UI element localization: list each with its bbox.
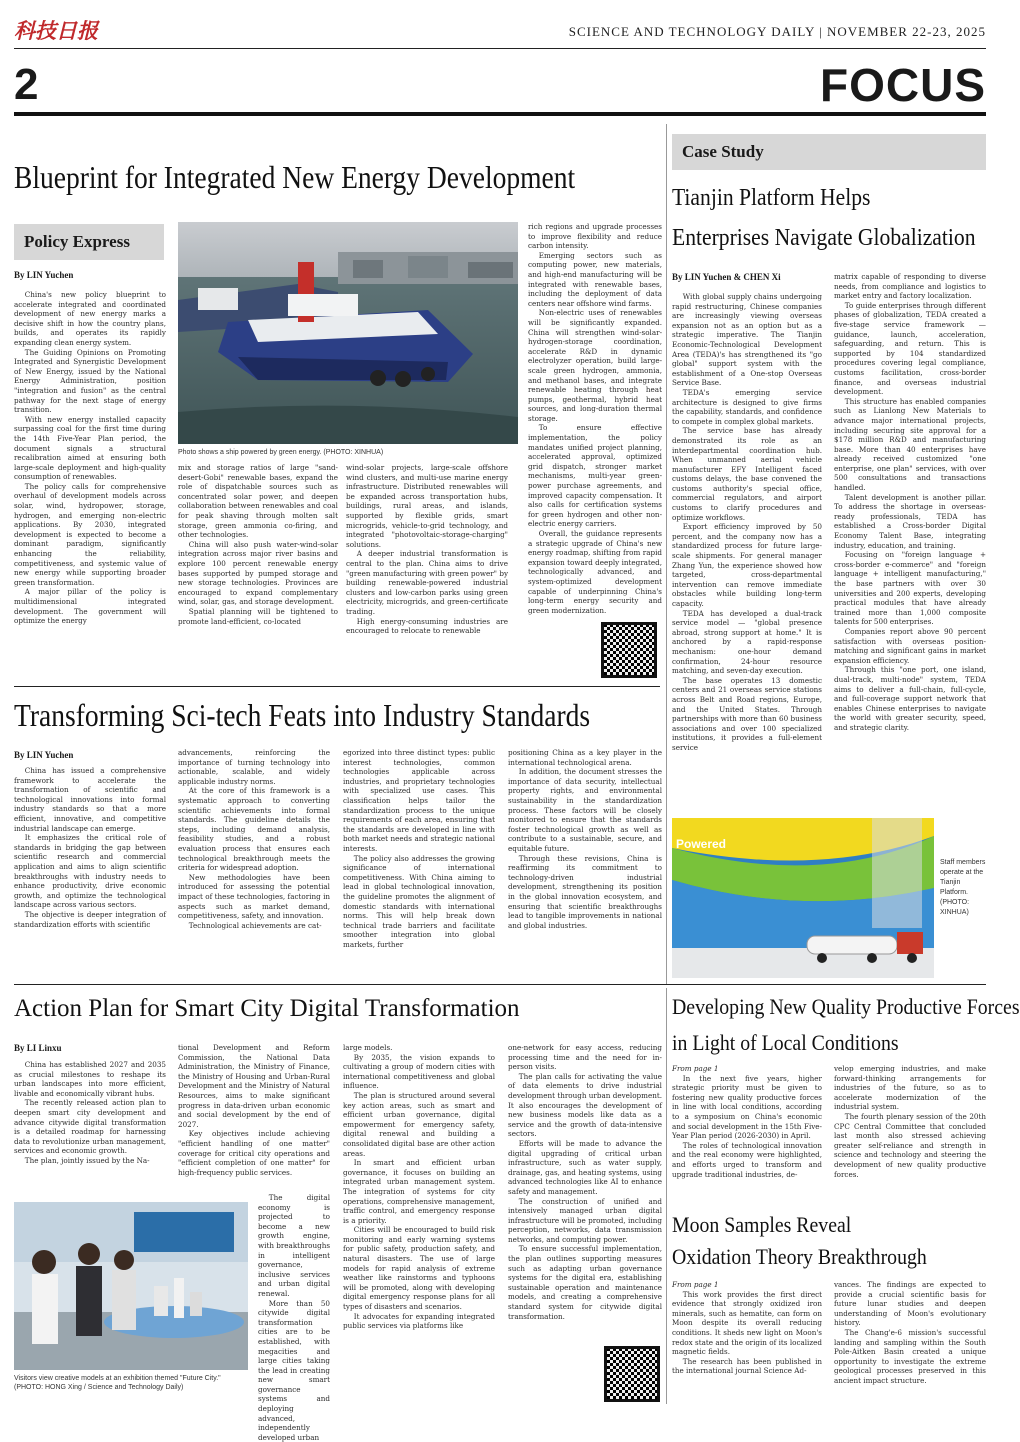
moon-column-2 bbox=[834, 1280, 986, 1404]
paragraph: Technological achievements are cat- bbox=[188, 920, 322, 930]
tianjin-byline: By LIN Yuchen & CHEN Xi bbox=[672, 272, 781, 282]
divider bbox=[14, 984, 986, 985]
section-title: FOCUS bbox=[820, 59, 986, 111]
smartcity-byline: By LI Linxu bbox=[14, 1043, 62, 1053]
blueprint-column-2 bbox=[178, 463, 338, 675]
paragraph: Export efficiency improved by 50 percent, and the company now has a standardized process for future large-scale shipments. For general manager Zhang Yun, the experience showed how targeted, cross-departmental intervention can remove immediate obstacles while building long-term capacity. bbox=[672, 522, 822, 608]
paragraph: The policy also addresses the growing significance of international competitiveness. With China aiming to lead in global technological innovation, the guideline promotes the alignment of domestic standards with international norms. This will help break down technical trade barriers and facilitate smoother integration into global markets, further bbox=[343, 853, 495, 949]
column-divider bbox=[666, 124, 667, 984]
moon-headline-line1: Moon Samples Reveal bbox=[672, 1212, 852, 1237]
paragraph: With global supply chains undergoing rapid restructuring, Chinese companies are increasingly viewing overseas expansion not as an option but as a strategic imperative. The Tianjin Economic-Technological Development Area (TEDA)'s has strengthened its "go global" support system with the establishment of a One-stop Overseas Service Base. bbox=[672, 292, 822, 388]
column-divider bbox=[666, 988, 667, 1404]
smartcity-column-2 bbox=[178, 1043, 330, 1191]
paragraph: advancements, reinforcing the importance of turning technology into actionable, scalable, and widely applicable industry norms. bbox=[178, 748, 330, 786]
paragraph: The service base has already demonstrated its role as an interdepartmental coordination hub. When unmanned aerial vehicle manufacturer EFY Intelligent faced customs delays, the base convened the customs authority's special office, commercial regulators, and airport customs to clarify procedures and optimize workflows. bbox=[672, 426, 822, 522]
productive-headline-line2: in Light of Local Conditions bbox=[672, 1030, 899, 1055]
paragraph: matrix capable of responding to diverse needs, from compliance and logistics to market entry and factory localization. bbox=[834, 272, 986, 301]
paragraph: It emphasizes the critical role of standards in bridging the gap between scientific research and commercial application and aims to align scientific breakthroughs with industry needs to enhance productivity, drive economic growth, and optimize the technological landscape across various sectors. bbox=[14, 833, 166, 910]
paragraph: The fourth plenary session of the 20th CPC Central Committee that concluded last month also stressed achieving greater self-reliance and strength in science and technology and steering the development of new quality productive forces. bbox=[834, 1111, 986, 1179]
case-study-tag: Case Study bbox=[672, 134, 986, 170]
paragraph: rich regions and upgrade processes to improve flexibility and reduce carbon intensity. bbox=[528, 222, 662, 251]
policy-express-tag: Policy Express bbox=[14, 224, 164, 260]
paragraph: It advocates for expanding integrated public services via platforms like bbox=[343, 1311, 495, 1331]
standards-headline: Transforming Sci-tech Feats into Industry Standards bbox=[14, 697, 591, 733]
paragraph: Talent development is another pillar. To address the shortage in overseas-ready professionals, TEDA has established a Cross-border Digital Economy Talent Base, integrating industry, education, and training. bbox=[834, 492, 986, 550]
paragraph: China has issued a comprehensive framework to accelerate the transformation of scientific and technological innovations into formal industry standards so that a more efficient, innovative, and competitive industrial landscape can emerge. bbox=[14, 766, 166, 833]
future-city-photo bbox=[14, 1202, 248, 1370]
masthead-rule bbox=[14, 48, 986, 49]
paragraph: The recently released action plan to deepen smart city development and advance citywide digital transformation is a detailed roadmap for harnessing data to revolutionize urban management, services and economic growth. bbox=[14, 1098, 166, 1156]
productive-headline-line1: Developing New Quality Productive Forces bbox=[672, 994, 1020, 1019]
paragraph: Through this "one port, one island, dual-track, multi-node" system, TEDA aims to deliver a full-chain, full-cycle, and full-coverage support network that enables Chinese enterprises to navigate the world with greater security, speed, and strategic clarity. bbox=[834, 665, 986, 732]
masthead-logo bbox=[14, 14, 114, 46]
paragraph: positioning China as a key player in the international technological arena. bbox=[508, 748, 662, 767]
paragraph: The plan calls for activating the value of data elements to drive industrial development through urban development. It also encourages the development of new business models like data as a service and the growth of data-intensive sectors. bbox=[508, 1071, 662, 1139]
paragraph: To ensure effective implementation, the policy mandates unified project planning, accelerated approval, optimized grid dispatch, stronger market mechanisms, multi-year green-power purchase agreements, and improved capacity compensation. It also calls for certification systems for green hydrogen and other non-electric energy carriers. bbox=[528, 423, 662, 529]
paragraph: New methodologies have been introduced for assessing the potential impact of these technologies, factoring in aspects such as market demand, competitiveness, safety, and innovation. bbox=[178, 872, 330, 921]
paragraph: large models. bbox=[343, 1043, 393, 1052]
section-rule bbox=[14, 112, 986, 116]
paragraph: The base operates 13 domestic centers and 21 overseas service stations across Belt and Road regions, Europe, and the United States. Through partnerships with more than 60 business associations and over 100 specialized institutions, it provides a full-element service bbox=[672, 675, 822, 752]
paragraph: The policy calls for comprehensive overhaul of development models across solar, wind, hydropower, storage, hydrogen, and emerging non-electric applications. By 2030, integrated development is expected to become a dominant paradigm, significantly enhancing the reliability, competitiveness, and systemic value of new energy while supporting broader green transformation. bbox=[14, 481, 166, 587]
smartcity-column-2b bbox=[258, 1193, 331, 1442]
blueprint-headline: Blueprint for Integrated New Energy Development bbox=[14, 159, 576, 195]
blueprint-column-4 bbox=[528, 222, 662, 675]
paragraph: China will also push water-wind-solar integration across major river basins and explore 100 percent renewable energy bases supported by pumped storage and new storage technologies. Provinces are encouraged to expand complementary wind, solar, gas, and storage development. bbox=[178, 539, 338, 607]
paragraph: China's new policy blueprint to accelerate integrated and coordinated development of new energy marks a decisive shift in how the country plans, builds, and operates its rapidly expanding clean energy system. bbox=[14, 290, 166, 347]
smartcity-headline: Action Plan for Smart City Digital Transformation bbox=[14, 995, 520, 1022]
paragraph: By 2035, the vision expands to cultivating a group of modern cities with international competitiveness and global influence. bbox=[343, 1052, 495, 1091]
paragraph: velop emerging industries, and make forward-thinking arrangements for industries of the future, so as to accelerate modernization of the industrial system. bbox=[834, 1064, 986, 1112]
paragraph: egorized into three distinct types: public interest technologies, common technologies applicable across industries, and proprietary technologies with specialized use cases. This classification helps tailor the standardization process to the unique requirements of each area, ensuring that the standards are developed in line with both market needs and strategic national interests. bbox=[343, 748, 495, 853]
paragraph: The objective is deeper integration of standardization efforts with scientific bbox=[14, 909, 166, 929]
paragraph: Non-electric uses of renewables will be significantly expanded. China will strengthen wind-solar-hydrogen-storage coordination, accelerate R&D in dynamic electrolyzer operation, build large-scale green hydrogen, ammonia, and methanol bases, and integrate renewable heating through heat pumps, geothermal, hybrid heat sources, and long-duration thermal storage. bbox=[528, 308, 662, 423]
smartcity-column-1 bbox=[14, 1060, 166, 1190]
tianjin-platform-photo bbox=[672, 818, 934, 978]
paragraph: vances. The findings are expected to provide a crucial scientific basis for future lunar studies and deepen understanding of Moon's evolutionary history. bbox=[834, 1280, 986, 1328]
paragraph: Through these revisions, China is reaffirming its commitment to technology-driven industrial development, strengthening its position in the global innovation ecosystem, and ensuring that scientific breakthroughs lead to tangible improvements in national and global industries. bbox=[508, 853, 662, 930]
standards-byline: By LIN Yuchen bbox=[14, 750, 74, 760]
paragraph: To ensure successful implementation, the plan outlines supporting measures such as adapting urban governance systems for the digital era, establishing sustainable operation and maintenance models, and creating a comprehensive standard system for citywide digital transformation. bbox=[508, 1244, 662, 1321]
moon-column-1 bbox=[672, 1280, 822, 1404]
paragraph: More than 50 citywide digital transformation cities are to be established, with megacities and large cities taking the lead in creating new smart governance systems and deploying advanced, independently developed urban bbox=[258, 1298, 330, 1442]
smartcity-column-3 bbox=[343, 1043, 495, 1403]
paragraph: The digital economy is projected to become a new growth engine, with breakthroughs in intelligent governance, inclusive services and urban digital renewal. bbox=[258, 1193, 331, 1298]
paragraph: Key objectives include achieving "efficient handling of one matter" coverage for critical city operations and "efficient completion of one matter" for high-frequency public services. bbox=[178, 1129, 330, 1177]
from-page-label: From page 1 bbox=[672, 1064, 719, 1073]
paragraph: mix and storage ratios of large "sand-desert-Gobi" renewable bases, expand the role of dispatchable sources such as concentrated solar power, and deepen collaboration between renewables and coal for peak shaving through molten salt storage, green ammonia co-firing, and other technologies. bbox=[178, 463, 338, 540]
green-ship-caption: Photo shows a ship powered by green energy. (PHOTO: XINHUA) bbox=[178, 449, 384, 456]
paragraph: The construction of unified and intensively managed urban digital infrastructure will be promoted, including perception, networks, data transmission networks, and computing power. bbox=[508, 1196, 662, 1244]
masthead-logo-text: 科技日报 bbox=[14, 18, 98, 43]
from-page-label: From page 1 bbox=[672, 1280, 719, 1289]
divider bbox=[14, 686, 660, 687]
green-ship-photo bbox=[178, 222, 518, 444]
tianjin-headline-line1: Tianjin Platform Helps bbox=[672, 185, 871, 211]
paragraph: In smart and efficient urban governance, it focuses on building an integrated urban management system. The integration of systems for city operations, comprehensive management, traffic control, and emergency response is a priority. bbox=[343, 1158, 495, 1225]
blueprint-column-3 bbox=[346, 463, 508, 675]
paragraph: A deeper industrial transformation is central to the plan. China aims to drive "green manufacturing with green power" by building renewable-powered industrial clusters and low-carbon parks using green electricity, microgrids, and green-certificate trading. bbox=[346, 549, 508, 616]
tianjin-photo-caption: Staff members operate at the Tianjin Platform. (PHOTO: XINHUA) bbox=[940, 859, 986, 916]
paragraph: TEDA has developed a dual-track service model — "global presence abroad, strong support at home." It is anchored by a rapid-response mechanism: one-hour demand confirmation, 24-hour resource matching, and seven-day execution. bbox=[672, 608, 822, 676]
paragraph: one-network for easy access, reducing processing time and the need for in-person visits. bbox=[508, 1043, 662, 1072]
paragraph: With new energy installed capacity surpassing coal for the first time during the 14th Five-Year Plan period, the document signals a structural recalibration aimed at ensuring both large-scale deployment and high-quality consumption of renewables. bbox=[14, 414, 166, 482]
paragraph: At the core of this framework is a systematic approach to converting scientific achievements into formal standards. The guideline details the steps, including demand analysis, feasibility studies, and a robust evaluation process that ensures each technological breakthrough meets the criteria for widespread adoption. bbox=[178, 786, 330, 873]
paragraph: A major pillar of the policy is multidimensional integrated development. The government will optimize the energy bbox=[14, 587, 166, 626]
paragraph: This structure has enabled companies such as Lianlong New Materials to advance major international projects, including securing site approval for a $178 million R&D and manufacturing base. More than 40 enterprises have already received customized "one enterprise, one plan" services, with over 500 consultations and transactions handled. bbox=[834, 396, 986, 493]
paragraph: tional Development and Reform Commission, the National Data Administration, the Ministry of Finance, the Ministry of Housing and Urban-Rural Development and the Ministry of Natural Resources, aims to make significant progress in data-driven urban economic and social development by the end of 2027. bbox=[178, 1043, 330, 1129]
paragraph: In the next five years, higher strategic priority must be given to fostering new quality productive forces in line with local conditions, according to a symposium on China's economic and social development in the 15th Five-Year Plan period (2026-2030) in April. bbox=[672, 1073, 822, 1141]
paragraph: Cities will be encouraged to build risk monitoring and early warning systems for public safety, production safety, and natural disasters. The use of large models for rapid analysis of extreme weather like rainstorms and typhoons will be promoted, along with developing digital emergency response plans for all types of disasters and scenarios. bbox=[343, 1225, 495, 1312]
paragraph: The roles of technological innovation and the real economy were highlighted, and efforts urged to transform and upgrade traditional industries, de- bbox=[672, 1140, 822, 1179]
blueprint-column-1 bbox=[14, 290, 166, 675]
paragraph: The Chang'e-6 mission's successful landing and sampling within the South Pole-Aitken Basin created a unique opportunity to investigate the extreme geological processes preserved in this ancient impact structure. bbox=[834, 1327, 986, 1385]
paragraph: The Guiding Opinions on Promoting Integrated and Synergistic Development of New Energy, issued by the National Energy Administration, position "integration and fusion" as the central pathway for the next stage of energy transition. bbox=[14, 347, 166, 415]
standards-column-1 bbox=[14, 766, 166, 972]
standards-column-2 bbox=[178, 748, 330, 972]
paragraph: The research has been published in the international journal Science Ad- bbox=[672, 1356, 822, 1376]
moon-headline-line2: Oxidation Theory Breakthrough bbox=[672, 1244, 927, 1269]
standards-column-3 bbox=[343, 748, 495, 972]
tianjin-column-2 bbox=[834, 272, 986, 808]
paragraph: TEDA's emerging service architecture is designed to give firms the capability, standards, and confidence to compete in complex global markets. bbox=[672, 387, 822, 426]
blueprint-byline: By LIN Yuchen bbox=[14, 270, 74, 280]
smartcity-qr-code bbox=[604, 1346, 660, 1402]
paragraph: Companies report above 90 percent satisfaction with overseas position-matching and significant gains in market expansion efficiency. bbox=[834, 626, 986, 665]
page-number: 2 bbox=[14, 60, 39, 109]
paragraph: China has established 2027 and 2035 as crucial milestones to reshape its urban landscapes into more efficient, livable and economically vibrant hubs. bbox=[14, 1060, 166, 1098]
paragraph: wind-solar projects, large-scale offshore wind clusters, and multi-use marine energy infrastructure. Distributed renewables will be expanded across transportation hubs, buildings, rural areas, and islands, supported by flexible grids, smart microgrids, vehicle-to-grid technology, and integrated "photovoltaic-storage-charging" solutions. bbox=[346, 463, 508, 549]
paragraph: High energy-consuming industries are encouraged to relocate to renewable bbox=[346, 616, 508, 636]
paragraph: In addition, the document stresses the importance of data security, intellectual property rights, and environmental sustainability in the standardization process. These factors will be closely monitored to ensure that the standards foster technological growth as well as contribute to a sustainable, secure, and equitable future. bbox=[508, 767, 662, 853]
paragraph: The plan is structured around several key action areas, such as smart and efficient urban governance, digital empowerment for emergency safety, digital renewal and building a consolidated digital base are other action areas. bbox=[343, 1090, 495, 1158]
paragraph: Overall, the guidance represents a strategic upgrade of China's new energy roadmap, shifting from rapid expansion toward deeply integrated, technologically advanced, and system-optimized development capable of underpinning China's long-term energy security and green modernization. bbox=[528, 529, 662, 615]
paragraph: This work provides the first direct evidence that strongly oxidized iron minerals, such as hematite, can form on Moon despite its overall reducing conditions. It sheds new light on Moon's redox state and the origin of its localized magnetic fields. bbox=[672, 1289, 822, 1357]
blueprint-qr-code bbox=[601, 622, 657, 678]
paragraph: The plan, jointly issued by the Na- bbox=[24, 1155, 150, 1165]
standards-column-4 bbox=[508, 748, 662, 972]
future-city-caption: Visitors view creative models at an exhibition themed "Future City." (PHOTO: HONG Xing / Science and Technology Daily) bbox=[14, 1375, 221, 1391]
paragraph: Spatial planning will be tightened to promote land-efficient, co-located bbox=[178, 606, 338, 626]
masthead-dateline: SCIENCE AND TECHNOLOGY DAILY | NOVEMBER 22-23, 2025 bbox=[568, 24, 986, 39]
productive-column-1 bbox=[672, 1064, 822, 1204]
paragraph: Focusing on "foreign language + cross-border e-commerce" and "foreign language + intelligent manufacturing," the base partners with over 30 universities and 200 experts, developing practical modules that have already trained more than 1,000 composite talents for 500 enterprises. bbox=[834, 550, 986, 627]
tianjin-headline-line2: Enterprises Navigate Globalization bbox=[672, 225, 976, 251]
paragraph: To guide enterprises through different phases of globalization, TEDA created a five-stage service framework — guidance, launch, acceleration, safeguarding, and return. This is supported by 104 standardized procedures covering legal compliance, customs facilitation, cross-border finance, and overseas industrial development. bbox=[834, 300, 986, 397]
paragraph: Efforts will be made to advance the digital upgrading of critical urban infrastructure, such as water supply, drainage, gas, and heating systems, using advanced technologies like AI to enhance safety and management. bbox=[508, 1138, 662, 1196]
svg-text:Powered: Powered bbox=[676, 837, 727, 851]
tianjin-column-1 bbox=[672, 292, 822, 808]
paragraph: Emerging sectors such as computing power, new materials, and high-end manufacturing will be integrated with renewable bases, including the deployment of data centers near offshore wind farms. bbox=[528, 250, 662, 308]
productive-column-2 bbox=[834, 1064, 986, 1204]
